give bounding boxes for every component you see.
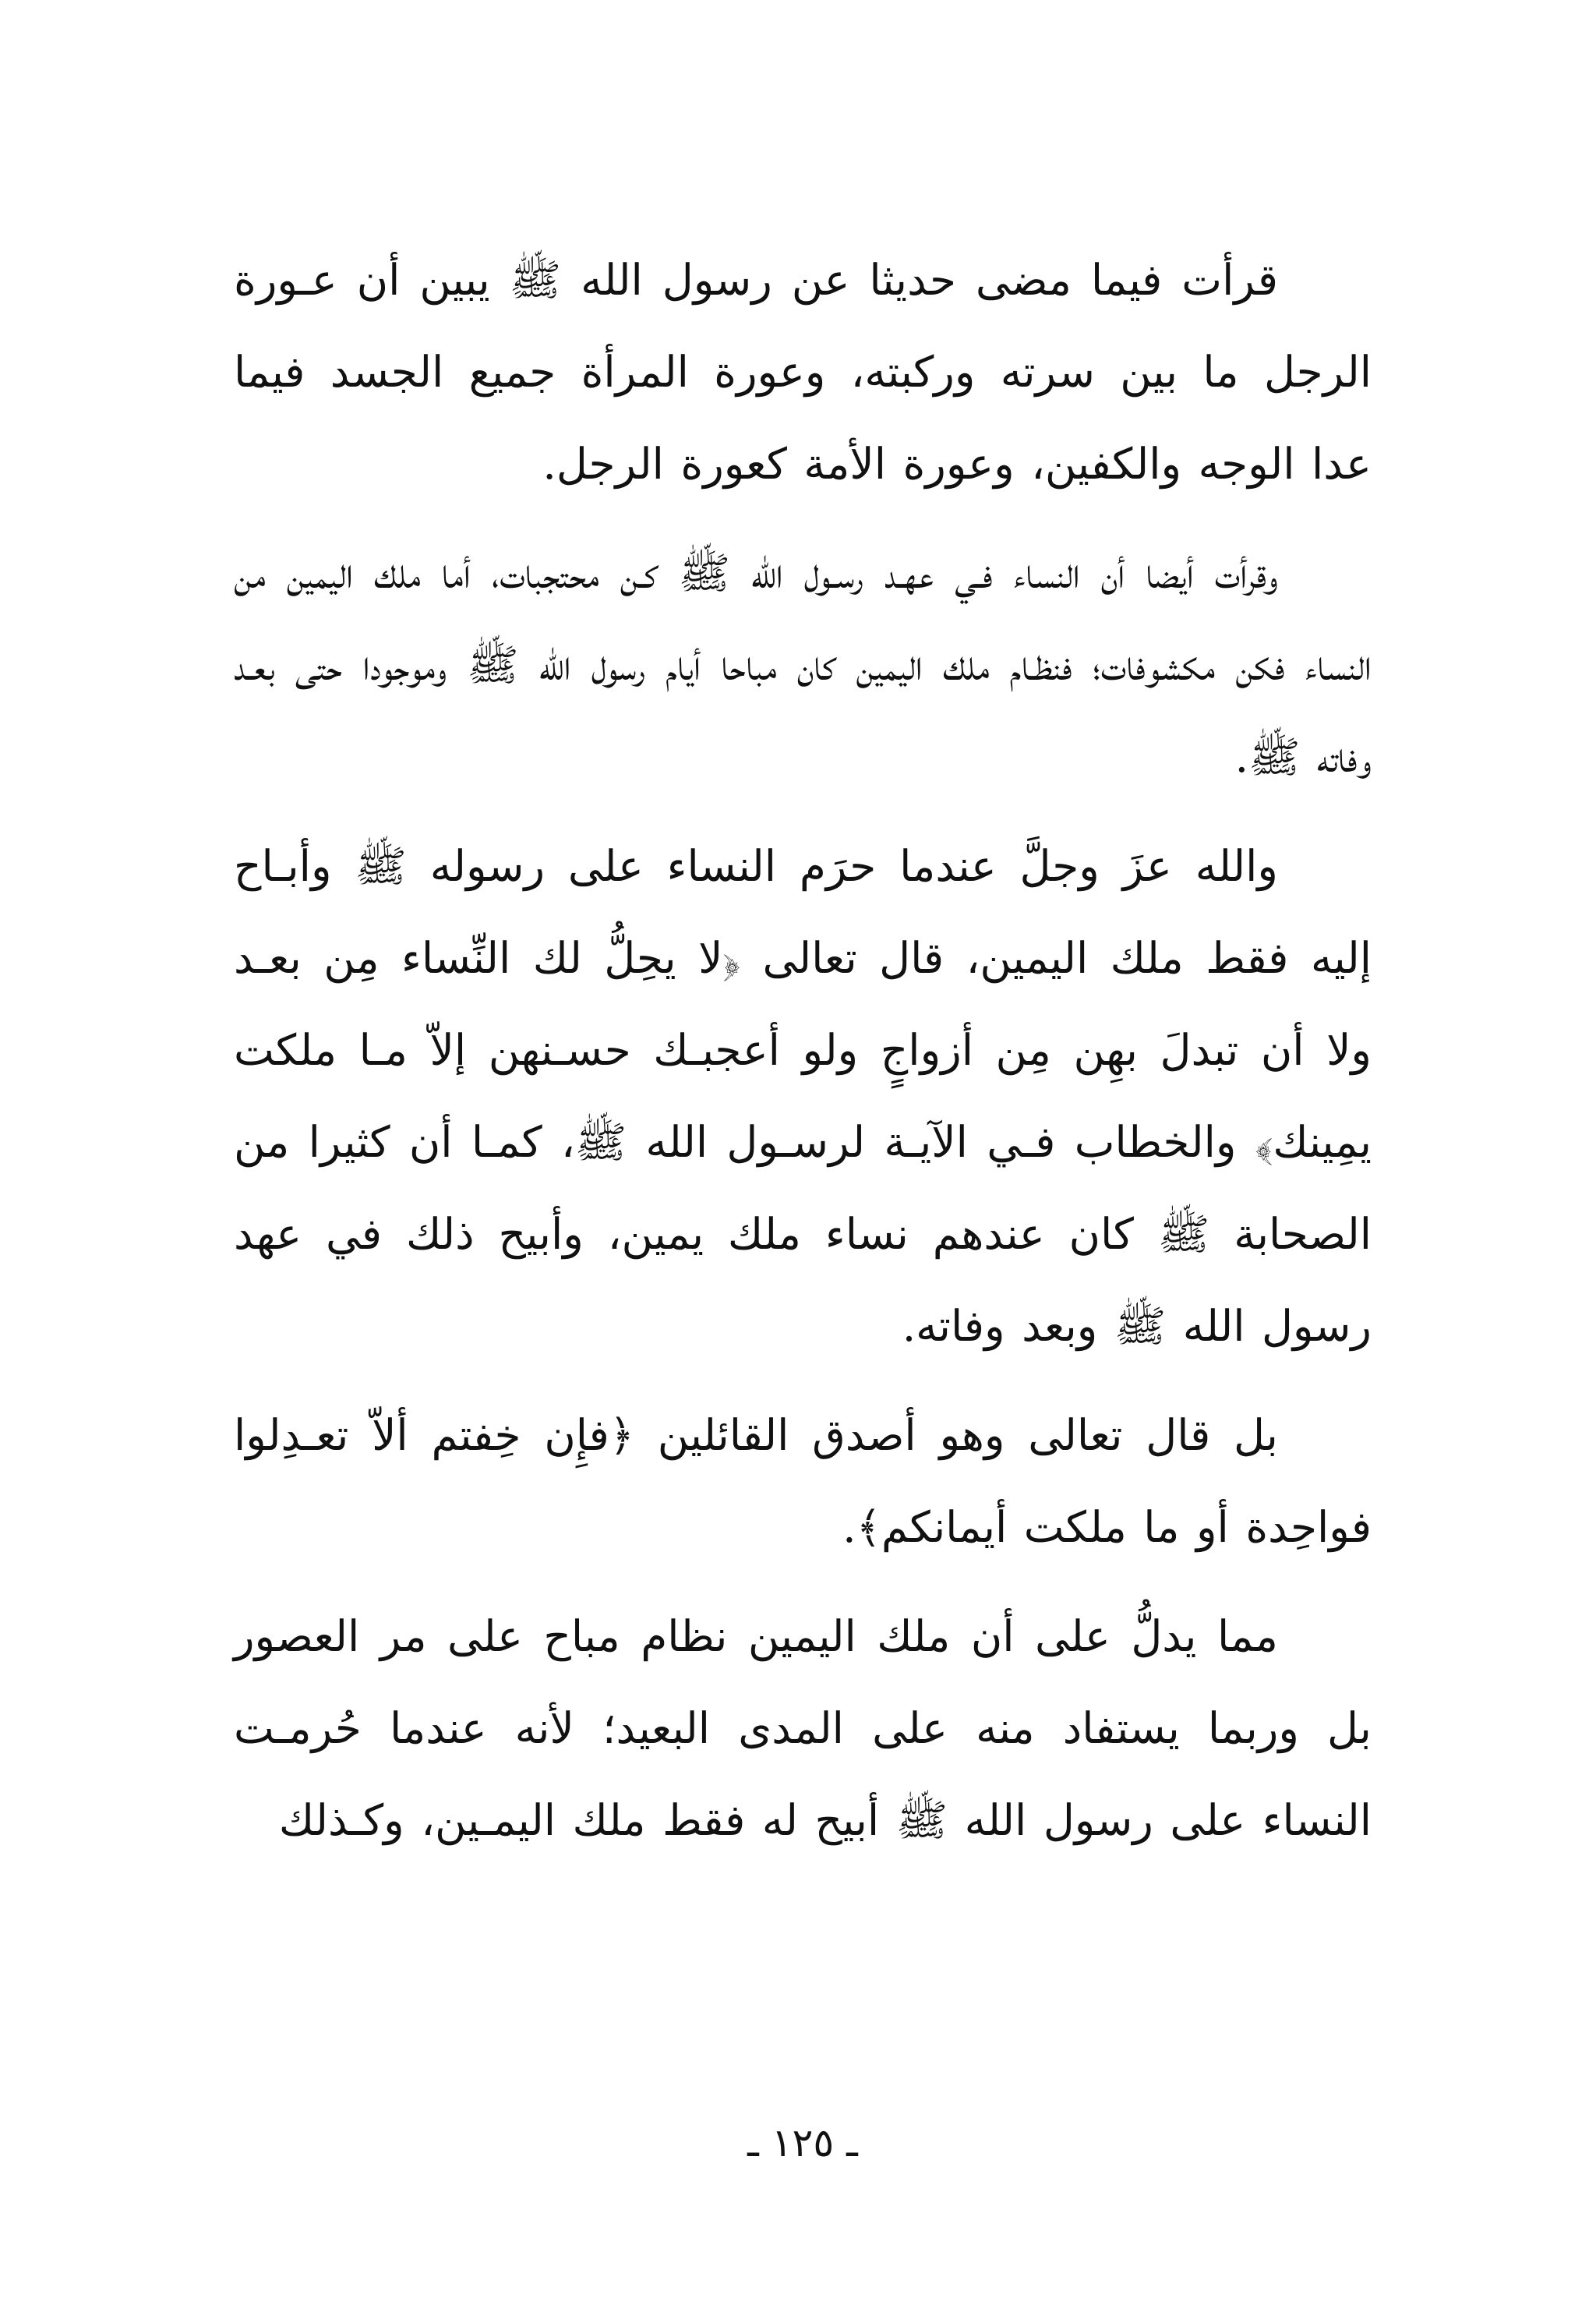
- paragraph-2: وقرأت أيضا أن النساء فـي عهـد رسـول الله ﷺ كـن محتجبات، أما ملك اليمين من النساء فكن مكشوفات؛ فنظـام ملك اليمين كان مباحا أيام رسول الله ﷺ وموجودا حتى بعـد وفاته ﷺ.: [234, 548, 1372, 782]
- paragraph-1: قرأت فيما مضى حديثا عن رسول الله ﷺ يبين أن عـورة الرجل ما بين سرته وركبته، وعورة المرأة جميع الجسد فيما عدا الوجه والكفين، وعورة الأمة كعورة الرجل.: [234, 255, 1372, 489]
- body-text: [234, 234, 1372, 1866]
- page-number: ـ ١٢٥ ـ: [747, 2120, 858, 2165]
- paragraph-3: والله عزَ وجلَّ عندما حرَم النساء على رسوله ﷺ وأبـاح إليه فقط ملك اليمين، قال تعالى ﴿لا يحِلُّ لك النِّساء مِن بعـد ولا أن تبدلَ بهِن مِن أزواجٍ ولو أعجبـك حسـنهن إلاّ مـا ملكت يمِينك﴾ والخطاب فـي الآيـة لرسـول الله ﷺ، كمـا أن كثيرا من الصحابة ﷺ كان عندهم نساء ملك يمين، وأبيح ذلك في عهد رسول الله ﷺ وبعد وفاته.: [234, 841, 1372, 1351]
- paragraph-4: بل قال تعالى وهو أصدق القائلين ﴿فإِن خِفتم ألاّ تعـدِلوا فواحِدة أو ما ملكت أيمانكم﴾.: [234, 1410, 1372, 1552]
- document-page: [234, 234, 1372, 2229]
- paragraph-5: مما يدلُّ على أن ملك اليمين نظام مباح على مر العصور بل وربما يستفاد منه على المدى البعيد؛ لأنه عندما حُرمـت النساء على رسول الله ﷺ أبيح له فقط ملك اليمـين، وكـذلك: [234, 1611, 1372, 1845]
